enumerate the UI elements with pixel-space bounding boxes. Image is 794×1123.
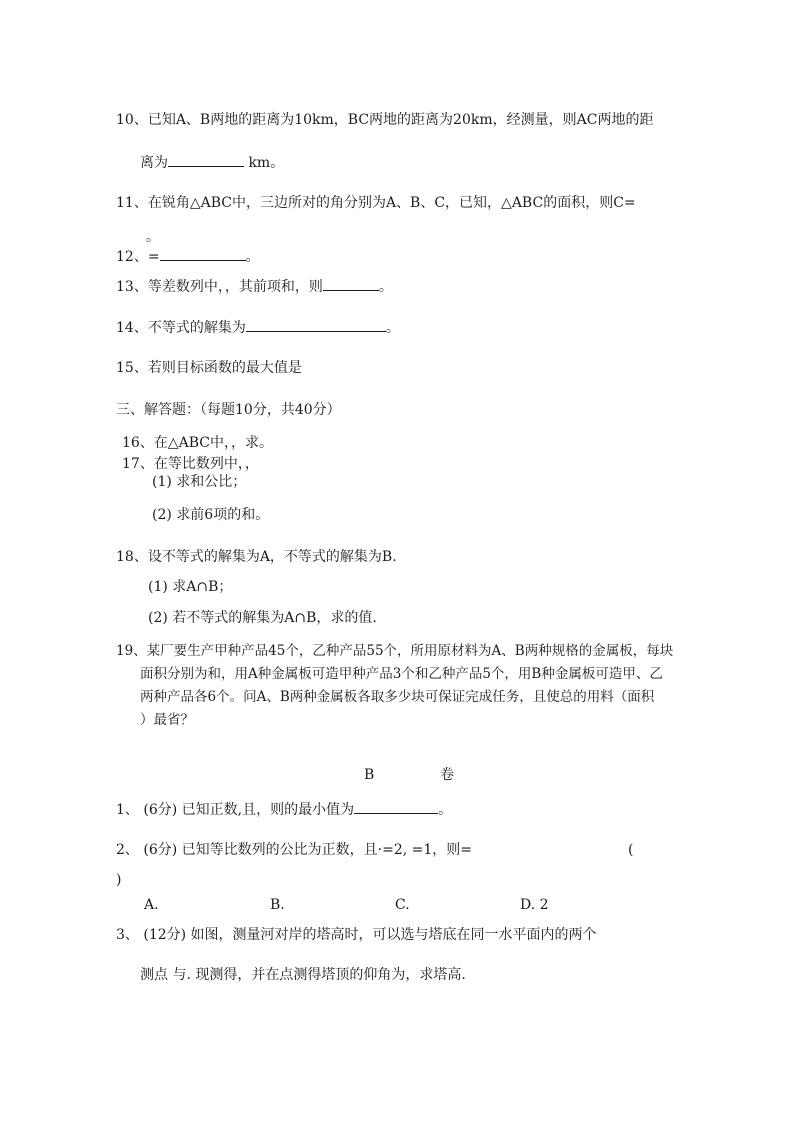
question-14-end: 。 xyxy=(385,320,400,336)
answer-blank xyxy=(323,276,379,291)
answer-blank xyxy=(160,246,246,261)
answer-blank xyxy=(246,317,386,332)
question-14-text: 14、不等式的解集为 xyxy=(116,320,246,336)
question-19 xyxy=(116,640,676,732)
part-b-juan: 卷 xyxy=(440,767,454,783)
question-19-line4: ）最省？ xyxy=(140,712,194,728)
question-19-line3: 两种产品各6个。问A、B两种金属板各取多少块可保证完成任务，且使总的用料（面积 xyxy=(140,689,655,705)
b-question-2-paren-open: ( xyxy=(628,842,634,858)
b-question-3-line2: 测点 与. 现测得，并在点测得塔顶的仰角为，求塔高. xyxy=(140,967,466,983)
question-14 xyxy=(116,317,400,338)
question-18-part1: (1) 求A∩B； xyxy=(148,579,233,595)
answer-blank xyxy=(354,799,438,814)
question-10-text-a: 离为 xyxy=(140,155,168,171)
question-11-line2: 。 xyxy=(146,229,160,245)
question-18-part2: (2) 若不等式的解集为A∩B，求的值. xyxy=(148,610,377,626)
question-17-stem: 17、在等比数列中，， xyxy=(122,456,259,472)
question-13 xyxy=(116,276,393,297)
question-10-line2 xyxy=(140,152,284,173)
option-c: C. xyxy=(395,897,410,913)
question-19-line1: 19、某厂要生产甲种产品45个，乙种产品55个，所用原材料为A、B两种规格的金属板，每块 xyxy=(116,643,674,659)
option-d: D. 2 xyxy=(520,897,549,913)
question-16: 16、在△ABC中，，求。 xyxy=(122,435,273,451)
question-18-stem: 18、设不等式的解集为A，不等式的解集为B. xyxy=(116,549,397,565)
answer-blank xyxy=(168,152,244,167)
option-a: A. xyxy=(144,897,159,913)
question-17-part2: (2) 求前6项的和。 xyxy=(152,507,270,523)
question-12-text: 12、= xyxy=(116,249,160,265)
question-13-text: 13、等差数列中，，其前项和，则 xyxy=(116,279,323,295)
b-question-2: 2、 (6分) 已知等比数列的公比为正数，且·=2, =1，则= xyxy=(116,842,472,858)
question-12 xyxy=(116,246,260,267)
question-17-part1: (1) 求和公比； xyxy=(152,474,247,490)
question-13-end: 。 xyxy=(378,279,393,295)
question-15: 15、若则目标函数的最大值是 xyxy=(116,360,302,376)
question-10-line1: 10、已知A、B两地的距离为10km，BC两地的距离为20km，经测量，则AC两地的距 xyxy=(116,112,654,128)
section-heading: 三、解答题：（每题10分，共40分） xyxy=(116,402,341,418)
b-question-1 xyxy=(116,799,452,820)
question-19-line2: 面积分别为和，用A种金属板可造甲种产品3个和乙种产品5个，用B种金属板可造甲、乙 xyxy=(140,666,663,682)
b-question-1-text: 1、 (6分) 已知正数,且，则的最小值为 xyxy=(116,802,355,818)
question-10-text-b: km。 xyxy=(244,155,285,171)
option-b: B. xyxy=(270,897,285,913)
question-11-line1: 11、在锐角△ABC中，三边所对的角分别为A、B、C，已知，△ABC的面积，则C= xyxy=(116,195,636,211)
part-b-letter: B xyxy=(364,767,375,783)
b-question-2-paren-close: ) xyxy=(116,872,122,888)
b-question-1-end: 。 xyxy=(438,802,453,818)
b-question-3-line1: 3、 (12分) 如图，测量河对岸的塔高时，可以选与塔底在同一水平面内的两个 xyxy=(116,927,597,943)
question-12-end: 。 xyxy=(245,249,260,265)
